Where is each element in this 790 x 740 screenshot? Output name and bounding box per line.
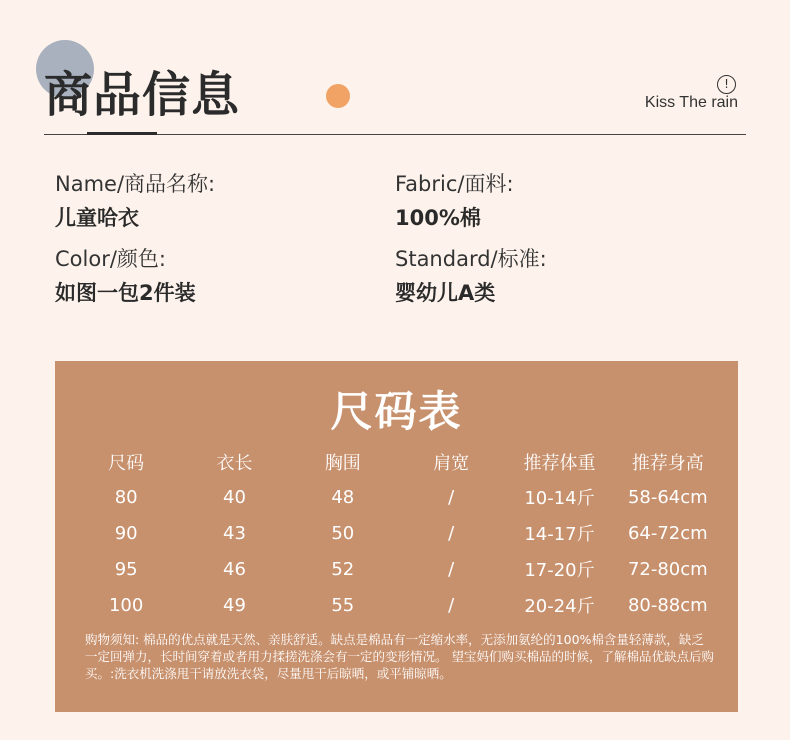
table-cell: 10-14斤: [524, 488, 595, 509]
table-row: [72, 515, 722, 551]
column-header: 衣长: [216, 453, 253, 474]
size-table: [72, 445, 722, 623]
info-fabric: [395, 168, 514, 232]
column-header: 尺码: [108, 453, 145, 474]
size-table-header-row: [72, 445, 722, 479]
table-row: [72, 551, 722, 587]
brand-alert-icon: !: [717, 75, 736, 94]
color-value: 如图一包2件装: [55, 281, 196, 305]
standard-value: 婴幼儿A类: [395, 281, 496, 305]
table-cell: 90: [114, 522, 138, 544]
table-cell: 58-64cm: [627, 486, 708, 508]
table-cell: 43: [223, 522, 246, 544]
table-cell: 52: [331, 558, 355, 580]
header-divider-accent: [87, 132, 157, 135]
column-header: 肩宽: [433, 453, 470, 474]
table-cell: 50: [331, 522, 355, 544]
column-header: 推荐身高: [631, 453, 704, 474]
page-title: 商品信息: [44, 67, 241, 123]
table-cell: /: [448, 594, 455, 616]
info-color: [55, 243, 196, 307]
table-cell: 20-24斤: [524, 596, 595, 617]
fabric-value: 100%棉: [395, 206, 481, 230]
table-row: [72, 587, 722, 623]
column-header: 胸围: [324, 453, 361, 474]
table-cell: 49: [223, 594, 246, 616]
table-cell: 95: [114, 558, 138, 580]
table-cell: 46: [223, 558, 246, 580]
size-chart-title: 尺码表: [330, 387, 463, 436]
color-label: Color/颜色:: [55, 247, 166, 271]
table-cell: 100: [108, 594, 144, 616]
info-name: [55, 168, 215, 232]
table-cell: /: [448, 522, 455, 544]
purchase-notice: 购物须知: 棉品的优点就是天然、亲肤舒适。缺点是棉品有一定缩水率，无添加氨纶的100%棉含量轻薄款，缺乏一定回弹力，长时间穿着或者用力揉搓洗涤会有一定的变形情况。 望宝妈们购买棉品的时候，了解棉品优缺点后购买。:洗衣机洗涤甩干请放洗衣袋，尽量甩干后晾晒，或平铺晾晒。: [85, 632, 714, 681]
table-cell: 80: [114, 486, 138, 508]
table-cell: 40: [223, 486, 246, 508]
table-cell: /: [448, 558, 455, 580]
table-cell: /: [448, 486, 455, 508]
column-header: 推荐体重: [523, 453, 596, 474]
table-cell: 55: [331, 594, 355, 616]
fabric-label: Fabric/面料:: [395, 172, 514, 196]
table-cell: 64-72cm: [627, 522, 708, 544]
table-cell: 17-20斤: [524, 560, 595, 581]
brand-name: Kiss The rain: [644, 94, 738, 111]
size-chart-panel: [55, 361, 738, 712]
table-cell: 48: [331, 486, 355, 508]
decorative-orange-dot: [326, 84, 350, 108]
table-cell: 80-88cm: [627, 594, 708, 616]
table-row: [72, 479, 722, 515]
info-standard: [395, 243, 547, 307]
table-cell: 72-80cm: [627, 558, 708, 580]
name-value: 儿童哈衣: [55, 206, 139, 230]
table-cell: 14-17斤: [524, 524, 595, 545]
standard-label: Standard/标准:: [395, 247, 547, 271]
name-label: Name/商品名称:: [55, 172, 216, 196]
